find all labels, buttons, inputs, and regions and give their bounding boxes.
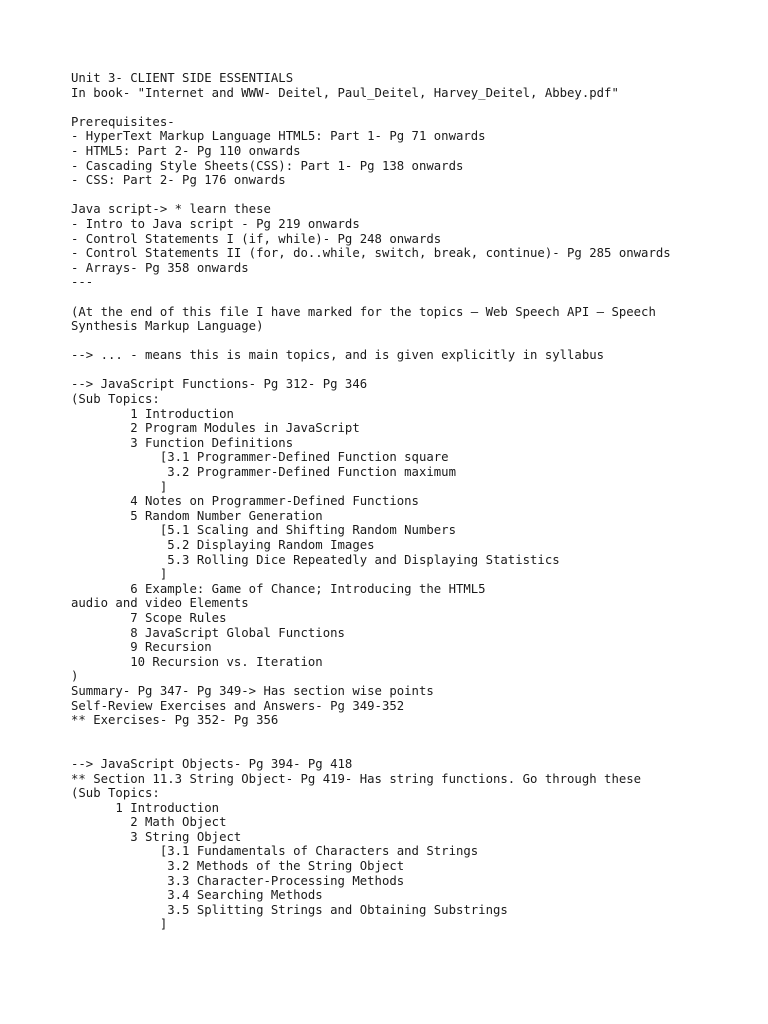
text-line: 4 Notes on Programmer-Defined Functions — [71, 494, 419, 509]
text-line: ** Section 11.3 String Object- Pg 419- Has string functions. Go through these — [71, 771, 642, 786]
text-line: 9 Recursion — [71, 640, 212, 655]
text-line: - HyperText Markup Language HTML5: Part 1- Pg 71 onwards — [71, 129, 486, 144]
text-line: - HTML5: Part 2- Pg 110 onwards — [71, 143, 301, 158]
text-line: Java script-> * learn these — [71, 202, 271, 217]
text-line: 3.3 Character-Processing Methods — [71, 873, 405, 888]
text-line — [71, 188, 761, 203]
text-line: [3.1 Fundamentals of Characters and Strings — [71, 844, 479, 859]
text-line: ] — [71, 917, 168, 932]
text-line: (Sub Topics: — [71, 392, 160, 407]
text-line: 2 Program Modules in JavaScript — [71, 421, 360, 436]
text-line: 5.3 Rolling Dice Repeatedly and Displaying Statistics — [71, 552, 560, 567]
text-line: [3.1 Programmer-Defined Function square — [71, 450, 449, 465]
text-line: 5.2 Displaying Random Images — [71, 538, 375, 552]
text-line: 1 Introduction — [71, 800, 220, 815]
text-line: ) — [71, 669, 79, 684]
text-line: (Sub Topics: — [71, 786, 160, 801]
text-line: 5 Random Number Generation — [71, 508, 323, 523]
text-line: --- — [71, 275, 94, 290]
text-line: - Arrays- Pg 358 onwards — [71, 260, 249, 275]
text-line: Prerequisites- — [71, 114, 175, 129]
text-line: Summary- Pg 347- Pg 349-> Has section wise points — [71, 683, 434, 698]
text-line: ] — [71, 567, 168, 582]
text-line: (At the end of this file I have marked for the topics – Web Speech API – Speech — [71, 304, 656, 319]
text-line: ** Exercises- Pg 352- Pg 356 — [71, 713, 279, 728]
text-line: 3.2 Programmer-Defined Function maximum — [71, 465, 456, 480]
text-line: [5.1 Scaling and Shifting Random Numbers — [71, 523, 456, 538]
text-line: 7 Scope Rules — [71, 610, 227, 625]
text-line: 3.5 Splitting Strings and Obtaining Substrings — [71, 902, 508, 917]
text-line — [71, 742, 761, 757]
text-line: 2 Math Object — [71, 815, 227, 830]
text-line: - Control Statements II (for, do..while, switch, break, continue)- Pg 285 onwards — [71, 246, 671, 261]
text-line — [71, 728, 761, 743]
text-line: 3.2 Methods of the String Object — [71, 859, 405, 874]
document-page — [71, 71, 761, 932]
text-line — [71, 363, 761, 378]
text-line: Unit 3- CLIENT SIDE ESSENTIALS — [71, 71, 294, 85]
text-line: 8 JavaScript Global Functions — [71, 625, 345, 640]
text-line: 10 Recursion vs. Iteration — [71, 654, 323, 669]
text-line: 3 String Object — [71, 829, 242, 844]
text-line: --> JavaScript Functions- Pg 312- Pg 346 — [71, 377, 368, 392]
text-line: - Cascading Style Sheets(CSS): Part 1- Pg 138 onwards — [71, 158, 464, 173]
text-line — [71, 100, 761, 115]
text-line: --> JavaScript Objects- Pg 394- Pg 418 — [71, 756, 353, 771]
text-line: In book- "Internet and WWW- Deitel, Paul_Deitel, Harvey_Deitel, Abbey.pdf" — [71, 85, 619, 100]
text-line: 1 Introduction — [71, 406, 234, 421]
text-line: 3.4 Searching Methods — [71, 888, 323, 903]
text-line: ] — [71, 479, 168, 494]
text-line: - Intro to Java script - Pg 219 onwards — [71, 216, 360, 231]
text-line: Synthesis Markup Language) — [71, 319, 264, 334]
text-line: - CSS: Part 2- Pg 176 onwards — [71, 173, 286, 188]
text-line: audio and video Elements — [71, 596, 249, 611]
text-line: 6 Example: Game of Chance; Introducing the HTML5 — [71, 581, 486, 596]
text-line — [71, 290, 761, 305]
text-line: --> ... - means this is main topics, and is given explicitly in syllabus — [71, 348, 605, 363]
text-line: Self-Review Exercises and Answers- Pg 349-352 — [71, 698, 405, 713]
text-line: - Control Statements I (if, while)- Pg 248 onwards — [71, 231, 442, 246]
text-line: 3 Function Definitions — [71, 435, 294, 450]
text-line — [71, 334, 761, 349]
